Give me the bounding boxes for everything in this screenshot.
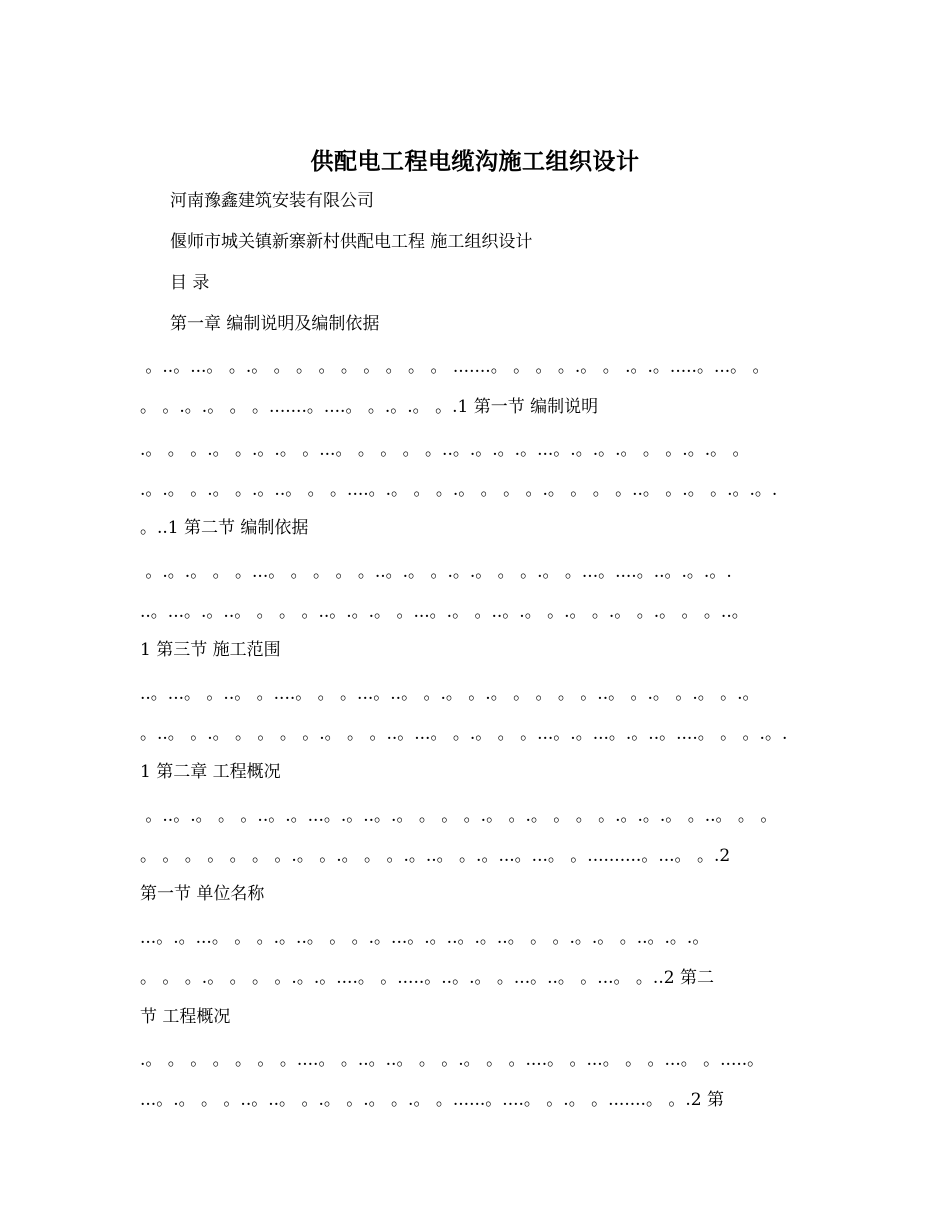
company-name: 河南豫鑫建筑安装有限公司 xyxy=(170,191,374,211)
toc-entry-chapter-2: 1 第二章 工程概况 xyxy=(140,762,281,782)
toc-dot-leader: ...。.。 。 。..。..。 。.。 。.。 。.。 。......。....。 。.。 。.......。 。.2 第 xyxy=(140,1090,724,1110)
toc-dot-leader: 。..。 。.。 。 。 。 。.。 。 。..。...。 。.。 。 。...。.。...。.。..。....。 。 。.。. xyxy=(140,724,788,744)
toc-entry-section-3: 1 第三节 施工范围 xyxy=(140,640,281,660)
toc-heading: 目 录 xyxy=(170,273,210,293)
toc-dot-leader: ..。...。 。..。 。....。 。 。...。..。 。.。 。.。 。 。 。 。..。 。.。 。.。 。.。 xyxy=(140,684,760,704)
toc-dot-leader: 。 。 。 。 。 。 。.。 。.。 。 。.。..。 。.。...。...。 。..........。...。 。.2 xyxy=(140,846,731,866)
toc-dot-leader: .。 。 。.。 。.。.。 。...。 。 。 。 。..。.。.。.。...。.。.。.。 。 。.。.。 。 xyxy=(140,440,750,460)
toc-dot-leader: ..。...。.。..。 。 。 。..。.。.。 。...。.。 。..。.。 。.。 。.。 。.。 。 。..。 xyxy=(140,602,749,622)
document-subtitle: 偃师市城关镇新寨新村供配电工程 施工组织设计 xyxy=(170,232,533,252)
toc-dot-leader: .。 。 。 。 。 。 。....。 。..。..。 。 。.。 。 。....。 。...。 。 。...。 。.....。 xyxy=(140,1050,765,1070)
toc-entry-unit-name: 第一节 单位名称 xyxy=(140,884,265,904)
toc-dot-leader: 。..。.。 。 。..。.。...。.。..。.。 。 。 。.。 。.。 。 。 。.。.。.。 。..。 。 。 xyxy=(140,806,778,826)
toc-chapter-1: 第一章 编制说明及编制依据 xyxy=(170,314,380,334)
toc-entry-section-2: 。..1 第二节 编制依据 xyxy=(140,518,309,538)
toc-entry-overview: 节 工程概况 xyxy=(140,1007,231,1027)
toc-dot-leader: 。.。.。 。 。...。 。 。 。 。..。.。 。.。.。 。 。.。 。...。....。..。.。.。. xyxy=(140,562,732,582)
toc-dot-leader: 。..。...。 。.。 。 。 。 。 。 。 。 。 .......。 。 。 。.。 。 .。.。.....。...。 。 xyxy=(140,357,770,377)
toc-dot-leader: .。.。 。.。 。.。..。 。 。....。.。 。 。.。 。 。 。.。 。 。 。..。 。.。 。.。.。. xyxy=(140,480,778,500)
toc-entry-section-2b: 。 。 。.。 。 。 。.。.。....。 。.....。..。.。 。...。..。 。...。 。..2 第二 xyxy=(140,968,714,988)
toc-entry-section-1: 。 。.。.。 。 。.......。....。 。.。.。 。.1 第一节 编制说明 xyxy=(140,397,599,417)
document-title: 供配电工程电缆沟施工组织设计 xyxy=(310,148,640,175)
toc-dot-leader: ...。.。...。 。 。.。..。 。 。.。...。.。..。.。..。 。 。.。.。 。..。.。.。 xyxy=(140,928,710,948)
